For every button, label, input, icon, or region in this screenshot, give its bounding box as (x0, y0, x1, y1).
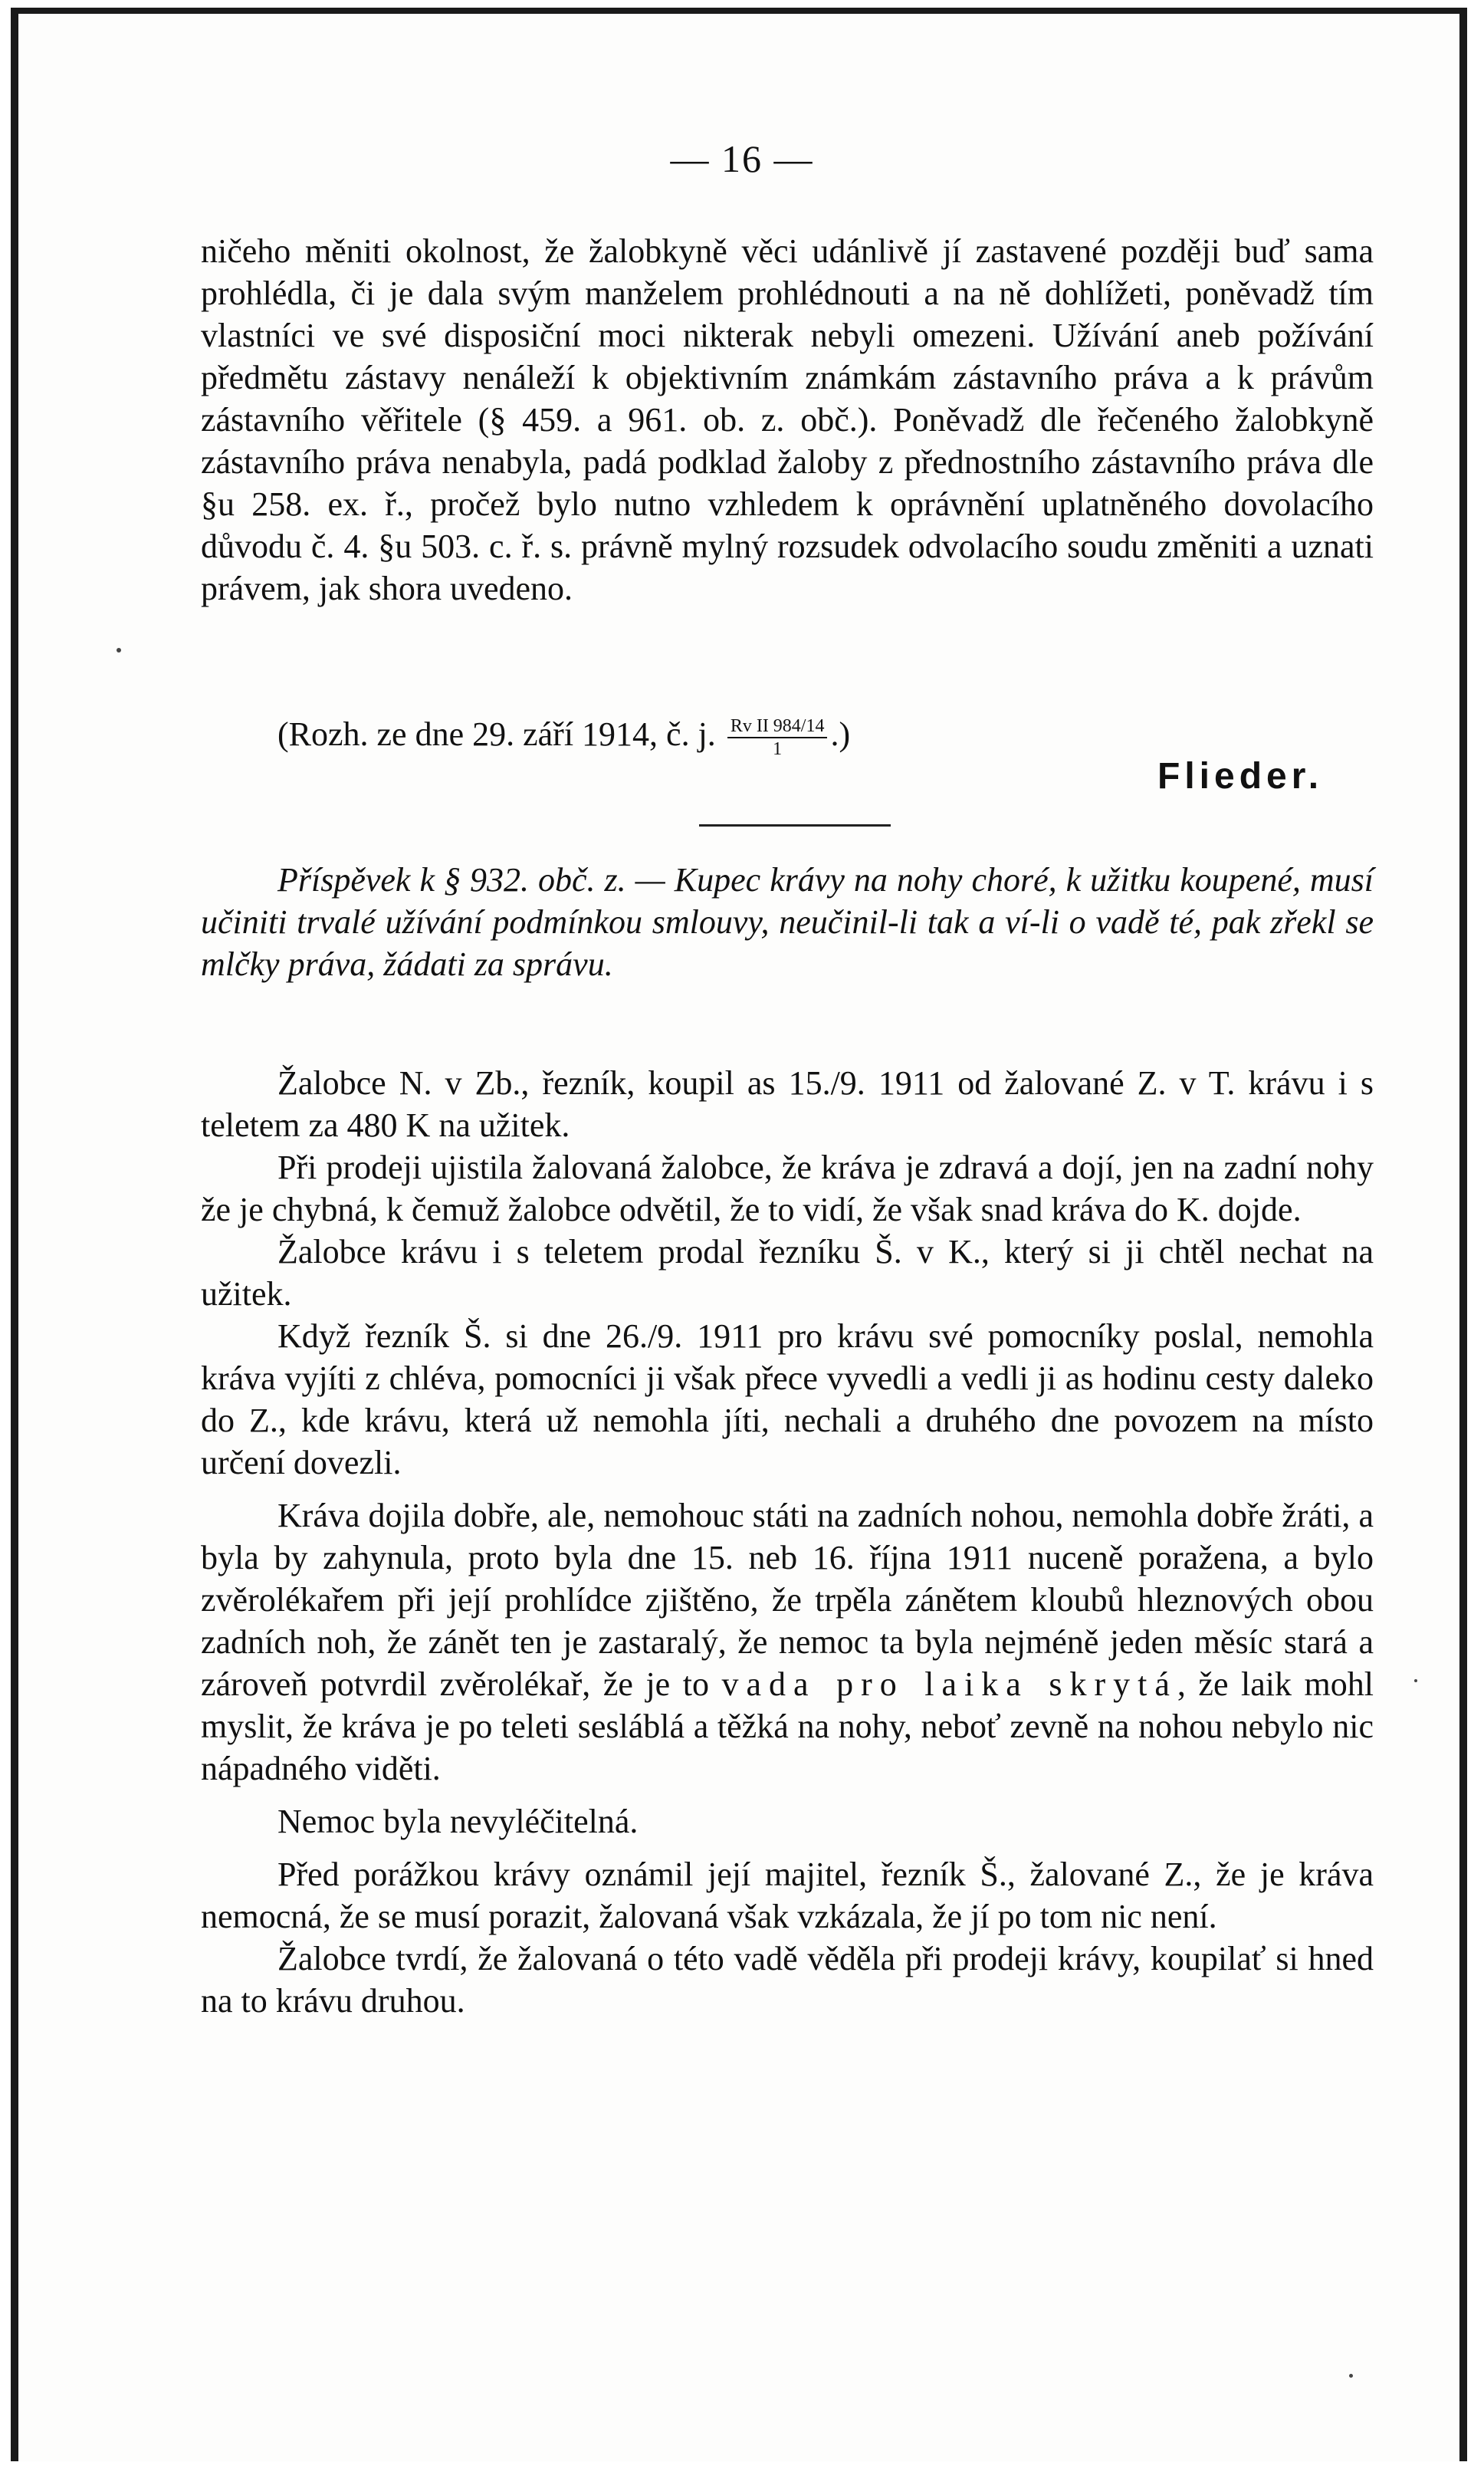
scan-speck (1414, 1679, 1417, 1682)
paragraph: Při prodeji ujistila žalovaná žalobce, že kráva je zdravá a dojí, jen na zadní nohy že je chybná, k čemuž žalobce odvětil, že to vidí, že však snad kráva do K. dojde. (201, 1149, 1374, 1228)
paragraph: Žalobce N. v Zb., řezník, koupil as 15./9. 1911 od žalované Z. v T. krávu i s teletem za 480 K na užitek. (201, 1064, 1374, 1144)
citation-text: (Rozh. ze dne 29. září 1914, č. j. (277, 715, 716, 753)
citation-reference (727, 715, 828, 760)
case-text (201, 1062, 1374, 2022)
paragraph-continuation: ničeho měniti okolnost, že žalobkyně věci udánlivě jí zastavené později buď sama prohlédla, či je dala svým manželem prohlédnouti a na ně dohlížeti, poněvadž tím vlastníci ve své disposiční moci nikterak nebyli omezeni. Užívání aneb požívání předmětu zástavy nenáleží k objektivním známkám zástavního práva a k právům zástavního věřitele (§ 459. a 961. ob. z. obč.). Poněvadž dle řečeného žalobkyně zástavního práva nenabyla, padá podklad žaloby z přednostního zástavního práva dle §u 258. ex. ř., pročež bylo nutno vzhledem k oprávnění uplatněného dovolacího důvodu č. 4. §u 503. c. ř. s. právně mylný rozsudek odvolacího soudu změniti a uznati právem, jak shora uvedeno. (201, 232, 1374, 607)
emphasized-text: vada pro laika skrytá (721, 1665, 1177, 1703)
paragraph: Žalobce krávu i s teletem prodal řezníku Š. v K., který si ji chtěl nechat na užitek. (201, 1233, 1374, 1313)
paragraph (201, 1494, 1374, 1790)
paragraph: Žalobce tvrdí, že žalovaná o této vadě věděla při prodeji krávy, koupilať si hned na to krávu druhou. (201, 1940, 1374, 2020)
citation-close: .) (830, 715, 851, 753)
paragraph-text: Kráva dojila dobře, ale, nemohouc státi na zadních nohou, nemohla dobře žráti, a byla by zahynula, proto byla dne 15. neb 16. října 1911 nuceně poražena, a bylo zvěrolékařem při její prohlídce zjištěno, že trpěla zánětem kloubů hleznových obou zadních noh, že zánět ten je zastaralý, že nemoc ta byla nejméně jeden měsíc stará a zároveň potvrdil zvěrolékař, že je to (201, 1497, 1374, 1703)
top-text (201, 230, 1374, 610)
paragraph: Před porážkou krávy oznámil její majitel, řezník Š., žalované Z., že je kráva nemocná, že se musí porazit, žalovaná však vzkázala, že jí po tom nic není. (201, 1856, 1374, 1935)
headnote: Příspěvek k § 932. obč. z. — Kupec krávy na nohy choré, k užitku koupené, musí učiniti trvalé užívání podmínkou smlouvy, neučinil-li tak a ví-li o vadě té, pak zřekl se mlčky práva, žádati za správu. (201, 861, 1374, 983)
paragraph: Když řezník Š. si dne 26./9. 1911 pro krávu své pomocníky poslal, nemohla kráva vyjíti z chléva, pomocníci ji však přece vyvedli a vedli ji as hodinu cesty daleko do Z., kde krávu, která už nemohla jíti, nechali a druhého dne povozem na místo určení dovezli. (201, 1317, 1374, 1481)
section-divider (699, 824, 891, 827)
citation-reference-number: Rv II 984/14 (727, 715, 828, 738)
paragraph-text: , že laik mohl myslit, že kráva je po teleti sesláblá a těžká na nohy, neboť zevně na nohou nebylo nic nápadného viděti. (201, 1665, 1374, 1787)
scan-speck (117, 648, 121, 653)
author-signature: Flieder. (1157, 756, 1324, 797)
page-number: — 16 — (670, 137, 814, 180)
scan-speck (1349, 2374, 1353, 2378)
paragraph: Nemoc byla nevyléčitelná. (277, 1803, 639, 1840)
citation-reference-sub: 1 (773, 738, 783, 759)
decision-citation (277, 713, 850, 760)
